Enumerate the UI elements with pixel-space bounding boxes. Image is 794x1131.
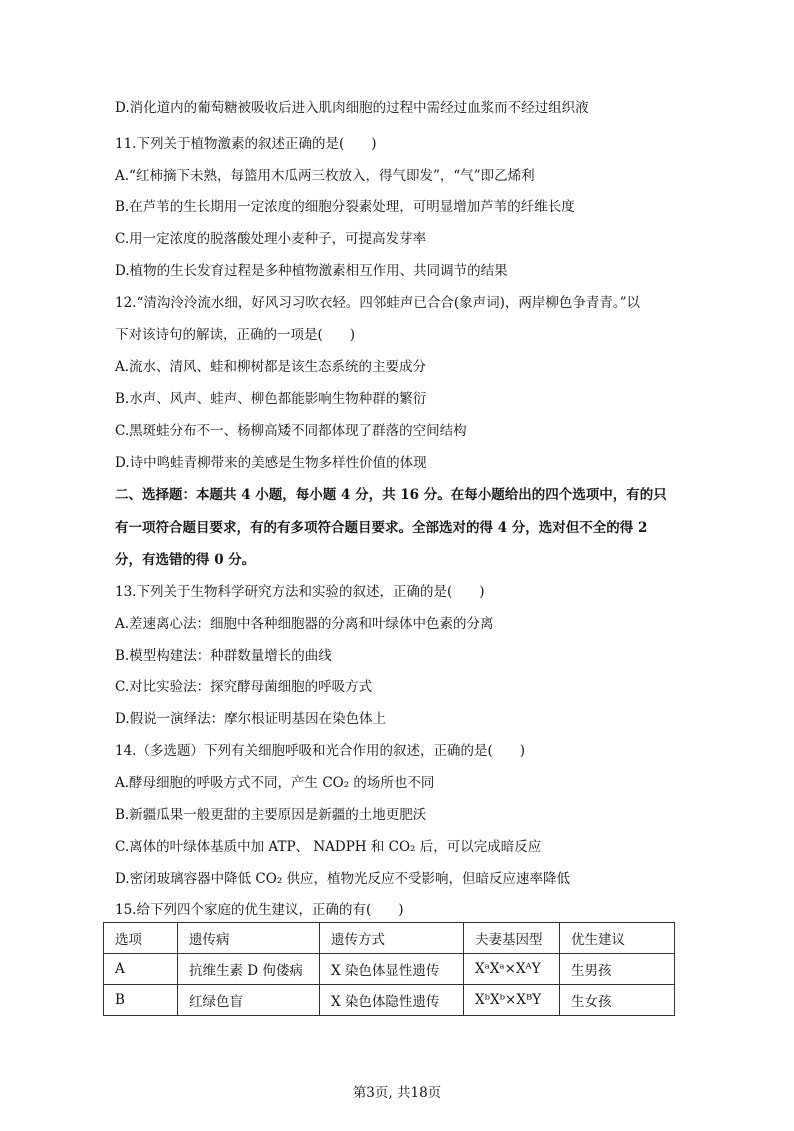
table-header-cell: 遗传方式 xyxy=(320,923,464,954)
q11-stem: 11.下列关于植物激素的叙述正确的是( ) xyxy=(115,136,377,152)
table-cell: XᵃXᵃ×XᴬY xyxy=(464,954,560,985)
q14-option-d: D.密闭玻璃容器中降低 CO₂ 供应，植物光反应不受影响，但暗反应速率降低 xyxy=(115,871,571,887)
table-header-cell: 夫妻基因型 xyxy=(464,923,560,954)
q11-option-d: D.植物的生长发育过程是多种植物激素相互作用、共同调节的结果 xyxy=(115,263,508,279)
table-header-cell: 遗传病 xyxy=(178,923,320,954)
table-header-cell: 优生建议 xyxy=(560,923,675,954)
q12-stem-line1: 12.“清沟泠泠流水细，好风习习吹衣轻。四邻蛙声已合合(象声词)，两岸柳色争青青。”以 xyxy=(115,295,641,311)
table-cell: X 染色体显性遗传 xyxy=(320,954,464,985)
page-footer: 第3页, 共18页 xyxy=(352,1085,442,1101)
table-cell: 生男孩 xyxy=(560,954,675,985)
q12-option-c: C.黑斑蛙分布不一、杨柳高矮不同都体现了群落的空间结构 xyxy=(115,423,467,439)
q12-option-d: D.诗中鸣蛙青柳带来的美感是生物多样性价值的体现 xyxy=(115,455,427,471)
q14-option-b: B.新疆瓜果一般更甜的主要原因是新疆的土地更肥沃 xyxy=(115,807,427,823)
q12-option-b: B.水声、风声、蛙声、柳色都能影响生物种群的繁衍 xyxy=(115,391,427,407)
table-cell: B xyxy=(104,985,178,1016)
table-header-row xyxy=(104,923,675,954)
table-cell: XᵇXᵇ×XᴮY xyxy=(464,985,560,1016)
table-cell: 生女孩 xyxy=(560,985,675,1016)
q12-option-a: A.流水、清风、蛙和柳树都是该生态系统的主要成分 xyxy=(115,359,427,375)
q12-stem-line2: 下对该诗句的解读，正确的一项是( ) xyxy=(115,327,356,343)
table-header-cell: 选项 xyxy=(104,923,178,954)
section2-heading-line2: 有一项符合题目要求，有的有多项符合题目要求。全部选对的得 4 分，选对但不全的得 2 xyxy=(115,520,648,536)
table-cell: A xyxy=(104,954,178,985)
q13-option-c: C.对比实验法：探究酵母菌细胞的呼吸方式 xyxy=(115,679,373,695)
q13-option-b: B.模型构建法：种群数量增长的曲线 xyxy=(115,648,332,664)
q11-option-b: B.在芦苇的生长期用一定浓度的细胞分裂素处理，可明显增加芦苇的纤维长度 xyxy=(115,199,575,215)
q13-stem: 13.下列关于生物科学研究方法和实验的叙述，正确的是( ) xyxy=(115,584,485,600)
q11-option-c: C.用一定浓度的脱落酸处理小麦种子，可提高发芽率 xyxy=(115,231,427,247)
q14-option-c: C.离体的叶绿体基质中加 ATP、 NADPH 和 CO₂ 后，可以完成暗反应 xyxy=(115,839,542,855)
q11-option-a: A.“红柿摘下未熟，每篮用木瓜两三枚放入，得气即发”，“气”即乙烯利 xyxy=(115,168,535,184)
q14-option-a: A.酵母细胞的呼吸方式不同，产生 CO₂ 的场所也不同 xyxy=(115,775,435,791)
q14-stem: 14.（多选题）下列有关细胞呼吸和光合作用的叙述，正确的是( ) xyxy=(115,743,526,759)
q15-stem: 15.给下列四个家庭的优生建议，正确的有( ) xyxy=(115,902,404,918)
table-cell: X 染色体隐性遗传 xyxy=(320,985,464,1016)
table-row xyxy=(104,954,675,985)
table-row xyxy=(104,985,675,1016)
q10-option-d: D.消化道内的葡萄糖被吸收后进入肌肉细胞的过程中需经过血浆而不经过组织液 xyxy=(115,100,589,116)
q13-option-a: A.差速离心法：细胞中各种细胞器的分离和叶绿体中色素的分离 xyxy=(115,616,494,632)
genetics-table xyxy=(103,922,675,1016)
section2-heading-line1: 二、选择题：本题共 4 小题，每小题 4 分，共 16 分。在每小题给出的四个选项中，有的只 xyxy=(115,487,667,503)
table-cell: 红绿色盲 xyxy=(178,985,320,1016)
table-cell: 抗维生素 D 佝偻病 xyxy=(178,954,320,985)
q13-option-d: D.假说一演绎法：摩尔根证明基因在染色体上 xyxy=(115,711,387,727)
section2-heading-line3: 分，有选错的得 0 分。 xyxy=(115,552,256,568)
